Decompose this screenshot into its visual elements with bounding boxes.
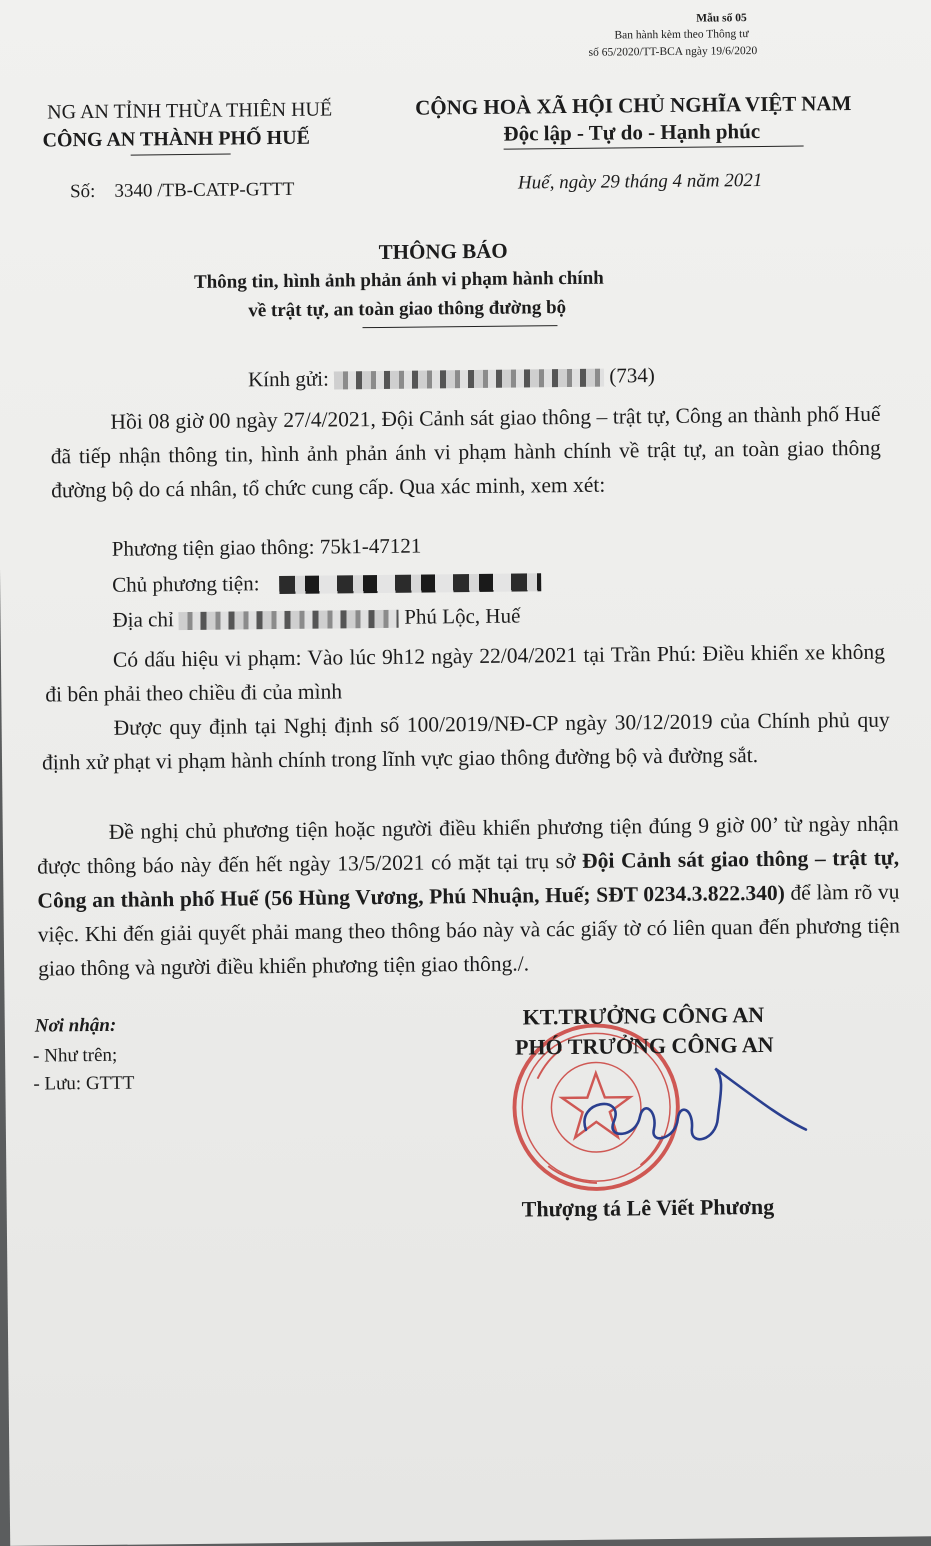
redacted-recipient bbox=[334, 369, 604, 390]
owner-line bbox=[112, 568, 541, 597]
recipient-item-2: - Lưu: GTTT bbox=[33, 1072, 135, 1095]
doc-subtitle-2: về trật tự, an toàn giao thông đường bộ bbox=[248, 297, 567, 322]
doc-title: THÔNG BÁO bbox=[378, 238, 508, 264]
nation-title: CỘNG HOÀ XÃ HỘI CHỦ NGHĨA VIỆT NAM bbox=[415, 91, 852, 120]
doc-ref bbox=[70, 179, 295, 203]
paragraph-request bbox=[37, 807, 901, 986]
owner-label: Chủ phương tiện: bbox=[112, 571, 260, 597]
recipient-suffix: (734) bbox=[609, 363, 655, 388]
paragraph-violation: Có dấu hiệu vi phạm: Vào lúc 9h12 ngày 22/04/2021 tại Trần Phú: Điều khiển xe không đi bên phải theo chiều đi của mình bbox=[45, 639, 886, 707]
form-ref-line1: Ban hành kèm theo Thông tư bbox=[614, 28, 749, 42]
doc-ref-label: Số: bbox=[69, 180, 96, 203]
agency-parent: NG AN TỈNH THỪA THIÊN HUẾ bbox=[47, 98, 333, 124]
request-text-a: Đề nghị chủ phương tiện hoặc người điều khiển phương tiện đúng 9 giờ 00’ từ ngày nhận được thông báo này đến hết ngày 13/5/2021 có mặt tại trụ sở bbox=[36, 811, 899, 879]
title-underline bbox=[362, 325, 557, 328]
sign-title-2: PHÓ TRƯỞNG CÔNG AN bbox=[514, 1031, 774, 1060]
issue-date: Huế, ngày 29 tháng 4 năm 2021 bbox=[517, 169, 763, 194]
redacted-address bbox=[179, 610, 399, 630]
recipient-item-1: - Như trên; bbox=[32, 1044, 118, 1067]
address-label: Địa chỉ bbox=[112, 607, 174, 632]
recipients-title: Nơi nhận: bbox=[34, 1014, 117, 1037]
nation-motto: Độc lập - Tự do - Hạnh phúc bbox=[503, 118, 761, 146]
agency-name: CÔNG AN THÀNH PHỐ HUẾ bbox=[42, 126, 311, 152]
form-ref-line2: số 65/2020/TT-BCA ngày 19/6/2020 bbox=[588, 45, 758, 59]
doc-subtitle-1: Thông tin, hình ảnh phản ánh vi phạm hành chính bbox=[193, 267, 604, 293]
recipient-label: Kính gửi: bbox=[247, 366, 329, 392]
signature bbox=[565, 1057, 826, 1170]
agency-underline bbox=[131, 154, 231, 156]
vehicle-info: Phương tiện giao thông: 75k1-47121 bbox=[111, 533, 422, 561]
request-text-c: để làm rõ vụ việc. Khi đến giải quyết phải mang theo thông báo này và các giấy tờ có liên quan đến phương tiện giao thông và người điều khiển phương tiện giao thông./. bbox=[37, 879, 900, 981]
sign-title-1: KT.TRƯỞNG CÔNG AN bbox=[522, 1001, 765, 1030]
signer-name: Thượng tá Lê Viết Phương bbox=[521, 1193, 775, 1222]
request-office-address: Đội Cảnh sát giao thông – trật tự, Công an thành phố Huế (56 Hùng Vương, Phú Nhuận, Huế; SĐT 0234.3.822.340) bbox=[37, 845, 900, 913]
address-line bbox=[112, 604, 520, 633]
paragraph-regulation: Được quy định tại Nghị định số 100/2019/NĐ-CP ngày 30/12/2019 của Chính phủ quy định xử phạt vi phạm hành chính trong lĩnh vực giao thông đường bộ và đường sắt. bbox=[41, 707, 890, 775]
recipient-line bbox=[248, 363, 655, 392]
doc-ref-value: 3340 /TB-CATP-GTTT bbox=[114, 178, 295, 202]
paragraph-report: Hồi 08 giờ 00 ngày 27/4/2021, Đội Cảnh sát giao thông – trật tự, Công an thành phố Huế đã tiếp nhận thông tin, hình ảnh phản ánh vi phạm hành chính về trật tự, an toàn giao thông đường bộ do cá nhân, tổ chức cung cấp. Qua xác minh, xem xét: bbox=[50, 401, 881, 503]
address-suffix: Phú Lộc, Huế bbox=[404, 603, 521, 629]
form-number: Mẫu số 05 bbox=[696, 12, 747, 25]
redacted-owner bbox=[279, 573, 541, 594]
